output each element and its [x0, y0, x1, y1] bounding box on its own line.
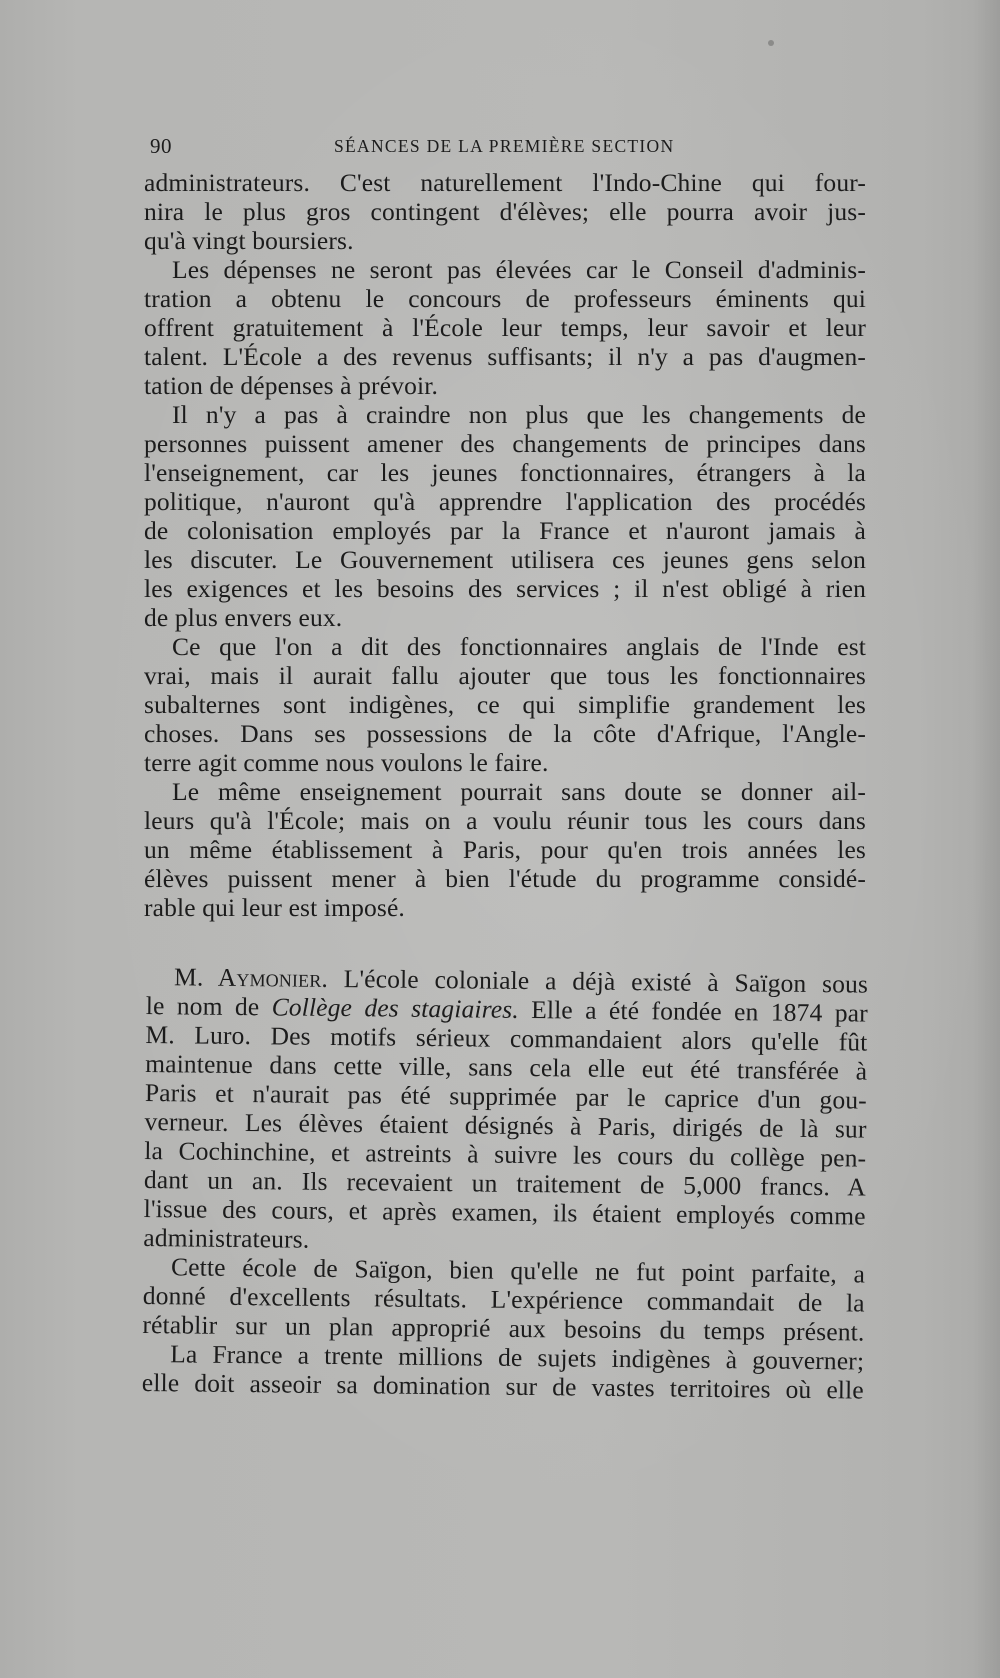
running-head: SÉANCES DE LA PREMIÈRE SECTION — [334, 136, 675, 156]
text-line: les discuter. Le Gouvernement utilisera ces jeunes gens selon — [144, 545, 866, 574]
body-text — [144, 168, 866, 922]
speaker-second-line-prefix: le nom de — [145, 991, 272, 1022]
text-line: Ce que l'on a dit des fonctionnaires anglais de l'Inde est — [172, 632, 866, 661]
text-line: Les dépenses ne seront pas élevées car le Conseil d'adminis- — [172, 255, 866, 284]
speaker-text — [142, 1020, 868, 1405]
text-line: leurs qu'à l'École; mais on a voulu réunir tous les cours dans — [144, 806, 866, 835]
text-line: rétablir sur un plan approprié aux besoins du temps présent. — [142, 1309, 865, 1347]
text-line: maintenue dans cette ville, sans cela elle eut été transférée à — [145, 1049, 868, 1086]
speaker-first-line-text: L'école coloniale a déjà existé à Saïgon sous — [343, 964, 869, 999]
text-line: Il n'y a pas à craindre non plus que les changements de — [172, 400, 866, 429]
text-line: la Cochinchine, et astreints à suivre les cours du collège pen- — [144, 1136, 867, 1173]
text-line: La France a trente millions de sujets indigènes à gouverner; — [170, 1339, 865, 1376]
text-line: personnes puissent amener des changements de principes dans — [144, 429, 866, 458]
text-line: de plus envers eux. — [144, 603, 343, 632]
text-line: verneur. Les élèves étaient désignés à Paris, dirigés de là sur — [144, 1107, 867, 1144]
page-body — [141, 168, 869, 1405]
college-name: Collège des stagiaires. — [271, 992, 520, 1024]
text-line: un même établissement à Paris, pour qu'en trois années les — [144, 835, 866, 864]
text-line: Cette école de Saïgon, bien qu'elle ne fut point parfaite, a — [170, 1252, 866, 1289]
text-line: vrai, mais il aurait fallu ajouter que tous les fonctionnaires — [144, 661, 866, 690]
text-line: M. Luro. Des motifs sérieux commandaient alors qu'elle fût — [145, 1020, 868, 1057]
text-line: politique, n'auront qu'à apprendre l'application des procédés — [144, 487, 866, 516]
text-line: donné d'excellents résultats. L'expérience commandait de la — [142, 1280, 865, 1318]
text-line: subalternes sont indigènes, ce qui simplifie grandement les — [144, 690, 866, 719]
text-line: l'issue des cours, et après examen, ils étaient employés comme — [143, 1193, 866, 1231]
paper-speck — [768, 40, 774, 46]
text-line: administrateurs. C'est naturellement l'Indo-Chine qui four- — [144, 168, 866, 197]
speaker-name: M. Aymonier. — [173, 962, 329, 993]
text-line: offrent gratuitement à l'École leur temps, leur savoir et leur — [144, 313, 866, 342]
section-gap — [144, 922, 866, 962]
page-header — [150, 134, 868, 158]
text-line: rable qui leur est imposé. — [144, 893, 405, 922]
page-edge-shadow — [972, 0, 1000, 1678]
text-line: dant un an. Ils recevaient un traitement de 5,000 francs. A — [143, 1165, 867, 1202]
page-number: 90 — [150, 134, 172, 158]
text-line: talent. L'École a des revenus suffisants; il n'y a pas d'augmen- — [144, 342, 866, 371]
text-line: de colonisation employés par la France et n'auront jamais à — [144, 516, 866, 545]
text-line: les exigences et les besoins des services ; il n'est obligé à rien — [144, 574, 866, 603]
text-line: tation de dépenses à prévoir. — [144, 371, 438, 400]
speaker-second-line-suffix: Elle a été fondée en 1874 par — [518, 994, 868, 1028]
text-line: nira le plus gros contingent d'élèves; elle pourra avoir jus- — [144, 197, 866, 226]
text-line: Le même enseignement pourrait sans doute se donner ail- — [172, 777, 866, 806]
text-line: choses. Dans ses possessions de la côte d'Afrique, l'Angle- — [144, 719, 866, 748]
text-line: tration a obtenu le concours de professeurs éminents qui — [144, 284, 866, 313]
text-line: Paris et n'aurait pas été supprimée par le caprice d'un gou- — [144, 1078, 868, 1115]
text-line: qu'à vingt boursiers. — [144, 226, 354, 255]
text-line: terre agit comme nous voulons le faire. — [144, 748, 549, 777]
text-line: administrateurs. — [143, 1222, 310, 1254]
speaker-section — [142, 962, 869, 1405]
text-line: l'enseignement, car les jeunes fonctionnaires, étrangers à la — [144, 458, 866, 487]
text-line: élèves puissent mener à bien l'étude du programme considé- — [144, 864, 866, 893]
text-line: elle doit asseoir sa domination sur de vastes territoires où elle — [141, 1367, 864, 1405]
